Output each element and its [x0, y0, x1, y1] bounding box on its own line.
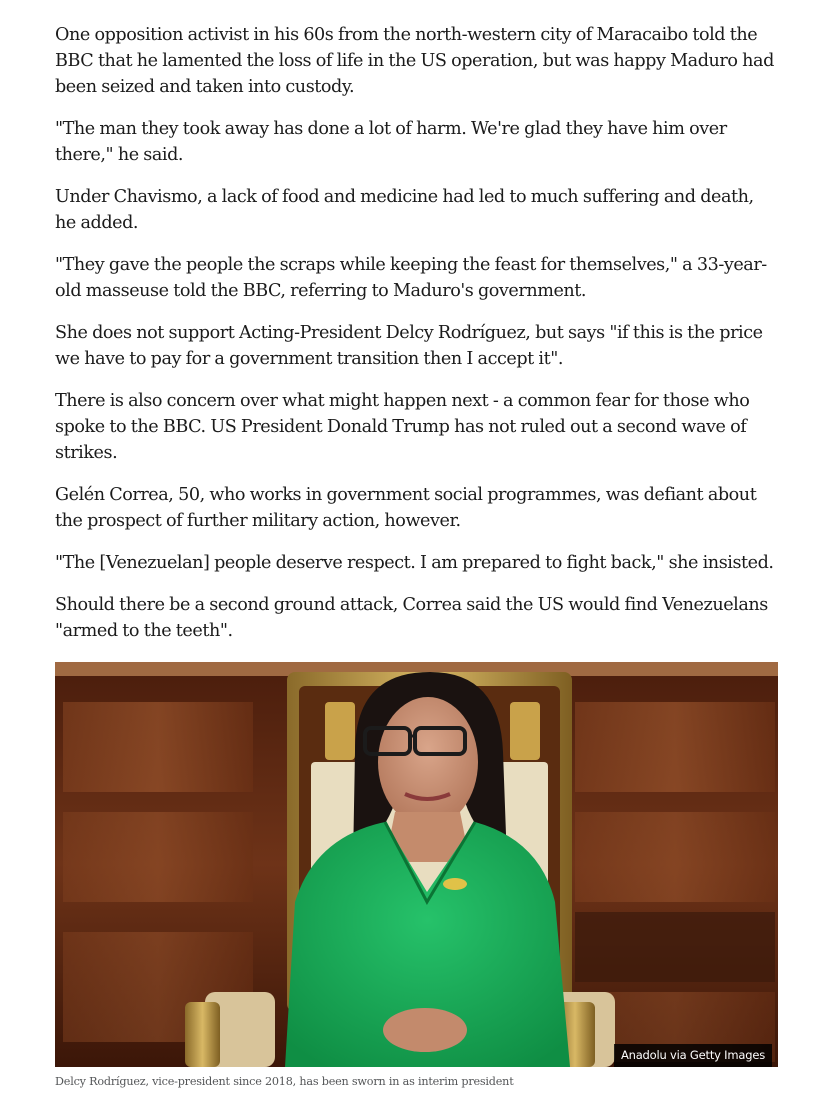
article-paragraph: There is also concern over what might happen next - a common fear for those who spoke to the BBC. US President Donald Trump has not ruled out a second wave of strikes. — [55, 391, 750, 463]
article-paragraph: One opposition activist in his 60s from the north-western city of Maracaibo told the BBC that he lamented the loss of life in the US operation, but was happy Maduro had been seized and taken into custody. — [55, 25, 774, 97]
article-paragraph: "The man they took away has done a lot of harm. We're glad they have him over there," he said. — [55, 119, 727, 165]
article-paragraph: Under Chavismo, a lack of food and medicine had led to much suffering and death, he added. — [55, 187, 754, 233]
article-paragraph: She does not support Acting-President Delcy Rodríguez, but says "if this is the price we have to pay for a government transition then I accept it". — [55, 323, 763, 369]
photo-caption: Delcy Rodríguez, vice-president since 2018, has been sworn in as interim president — [55, 1075, 514, 1088]
article-paragraph: Should there be a second ground attack, Correa said the US would find Venezuelans "armed to the teeth". — [55, 595, 768, 641]
article-body — [55, 22, 779, 660]
article-paragraph: Gelén Correa, 50, who works in government social programmes, was defiant about the prospect of further military action, however. — [55, 485, 757, 531]
photo-illustration — [55, 662, 778, 1067]
photo-credit: Anadolu via Getty Images — [614, 1044, 772, 1067]
article-figure — [55, 662, 778, 1088]
article-paragraph: "The [Venezuelan] people deserve respect. I am prepared to fight back," she insisted. — [55, 553, 774, 573]
article-photo — [55, 662, 778, 1067]
article-paragraph: "They gave the people the scraps while keeping the feast for themselves," a 33-year-old masseuse told the BBC, referring to Maduro's government. — [55, 255, 767, 301]
